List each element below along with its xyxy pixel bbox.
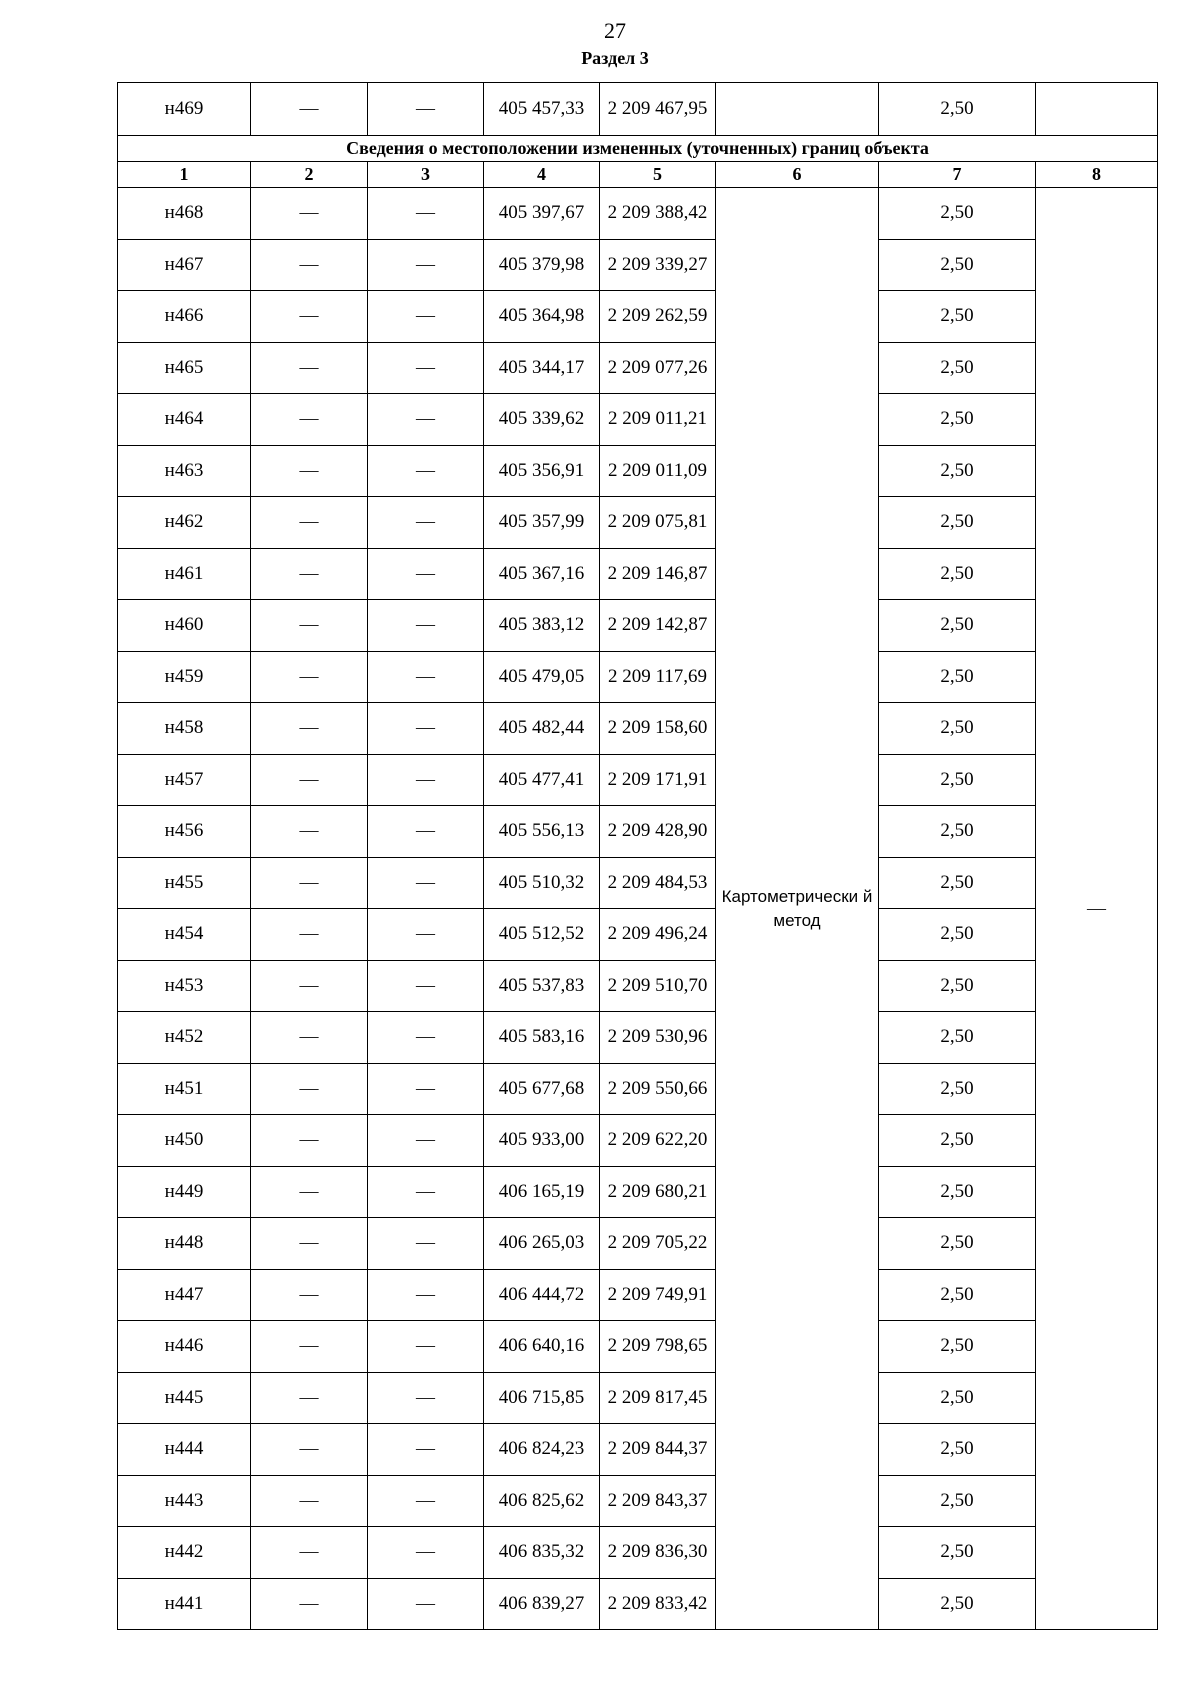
col2-cell: — — [251, 1578, 368, 1630]
x-coordinate-cell: 405 677,68 — [484, 1063, 600, 1115]
column-numbers-row — [118, 162, 1158, 188]
y-coordinate-cell: 2 209 467,95 — [600, 83, 716, 136]
point-name-cell: н467 — [118, 239, 251, 291]
col2-cell: — — [251, 600, 368, 652]
col2-cell: — — [251, 188, 368, 240]
accuracy-cell: 2,50 — [879, 83, 1036, 136]
accuracy-cell: 2,50 — [879, 1475, 1036, 1527]
x-coordinate-cell: 405 344,17 — [484, 342, 600, 394]
col3-cell: — — [368, 445, 484, 497]
y-coordinate-cell: 2 209 117,69 — [600, 651, 716, 703]
col2-cell: — — [251, 1372, 368, 1424]
col2-cell: — — [251, 1063, 368, 1115]
column-number: 8 — [1036, 162, 1158, 188]
accuracy-cell: 2,50 — [879, 188, 1036, 240]
point-name-cell: н454 — [118, 909, 251, 961]
col3-cell: — — [368, 548, 484, 600]
x-coordinate-cell: 406 265,03 — [484, 1218, 600, 1270]
point-name-cell: н468 — [118, 188, 251, 240]
y-coordinate-cell: 2 209 011,09 — [600, 445, 716, 497]
point-name-cell: н452 — [118, 1012, 251, 1064]
accuracy-cell: 2,50 — [879, 548, 1036, 600]
col3-cell: — — [368, 1012, 484, 1064]
table-row — [118, 497, 1158, 549]
table-row — [118, 703, 1158, 755]
subheading-row — [118, 136, 1158, 162]
y-coordinate-cell: 2 209 530,96 — [600, 1012, 716, 1064]
y-coordinate-cell: 2 209 833,42 — [600, 1578, 716, 1630]
col2-cell: — — [251, 703, 368, 755]
table-row — [118, 909, 1158, 961]
col3-cell: — — [368, 83, 484, 136]
table-row — [118, 1166, 1158, 1218]
table-row — [118, 1578, 1158, 1630]
col3-cell: — — [368, 1321, 484, 1373]
table-row — [118, 1424, 1158, 1476]
col3-cell: — — [368, 342, 484, 394]
point-name-cell: н445 — [118, 1372, 251, 1424]
accuracy-cell: 2,50 — [879, 600, 1036, 652]
x-coordinate-cell: 406 825,62 — [484, 1475, 600, 1527]
point-name-cell: н465 — [118, 342, 251, 394]
point-name-cell: н451 — [118, 1063, 251, 1115]
point-name-cell: н442 — [118, 1527, 251, 1579]
y-coordinate-cell: 2 209 428,90 — [600, 806, 716, 858]
accuracy-cell: 2,50 — [879, 651, 1036, 703]
y-coordinate-cell: 2 209 622,20 — [600, 1115, 716, 1167]
accuracy-cell: 2,50 — [879, 342, 1036, 394]
col3-cell: — — [368, 600, 484, 652]
table-row — [118, 394, 1158, 446]
col2-cell: — — [251, 1527, 368, 1579]
col2-cell: — — [251, 909, 368, 961]
y-coordinate-cell: 2 209 075,81 — [600, 497, 716, 549]
col3-cell: — — [368, 1063, 484, 1115]
y-coordinate-cell: 2 209 817,45 — [600, 1372, 716, 1424]
accuracy-cell: 2,50 — [879, 1321, 1036, 1373]
point-name-cell: н469 — [118, 83, 251, 136]
accuracy-cell: 2,50 — [879, 909, 1036, 961]
point-name-cell: н450 — [118, 1115, 251, 1167]
col3-cell: — — [368, 188, 484, 240]
x-coordinate-cell: 405 510,32 — [484, 857, 600, 909]
col3-cell: — — [368, 960, 484, 1012]
column-number: 3 — [368, 162, 484, 188]
col2-cell: — — [251, 445, 368, 497]
table-row — [118, 1115, 1158, 1167]
col2-cell: — — [251, 1424, 368, 1476]
col2-cell: — — [251, 806, 368, 858]
col3-cell: — — [368, 291, 484, 343]
x-coordinate-cell: 405 379,98 — [484, 239, 600, 291]
y-coordinate-cell: 2 209 749,91 — [600, 1269, 716, 1321]
col3-cell: — — [368, 1372, 484, 1424]
point-name-cell: н461 — [118, 548, 251, 600]
col2-cell: — — [251, 291, 368, 343]
col2-cell: — — [251, 1475, 368, 1527]
accuracy-cell: 2,50 — [879, 703, 1036, 755]
x-coordinate-cell: 405 537,83 — [484, 960, 600, 1012]
accuracy-cell: 2,50 — [879, 806, 1036, 858]
y-coordinate-cell: 2 209 388,42 — [600, 188, 716, 240]
x-coordinate-cell: 405 556,13 — [484, 806, 600, 858]
table-row — [118, 1218, 1158, 1270]
x-coordinate-cell: 406 839,27 — [484, 1578, 600, 1630]
coordinates-table — [117, 82, 1158, 1630]
accuracy-cell: 2,50 — [879, 960, 1036, 1012]
table-row — [118, 600, 1158, 652]
method-cell: Картометрически й метод — [716, 188, 879, 1630]
point-name-cell: н466 — [118, 291, 251, 343]
y-coordinate-cell: 2 209 705,22 — [600, 1218, 716, 1270]
point-name-cell: н453 — [118, 960, 251, 1012]
x-coordinate-cell: 406 444,72 — [484, 1269, 600, 1321]
accuracy-cell: 2,50 — [879, 857, 1036, 909]
point-name-cell: н456 — [118, 806, 251, 858]
table-row-top — [118, 83, 1158, 136]
col2-cell: — — [251, 394, 368, 446]
col3-cell: — — [368, 1166, 484, 1218]
x-coordinate-cell: 405 356,91 — [484, 445, 600, 497]
accuracy-cell: 2,50 — [879, 1527, 1036, 1579]
table-body — [118, 83, 1158, 1630]
accuracy-cell: 2,50 — [879, 445, 1036, 497]
point-name-cell: н444 — [118, 1424, 251, 1476]
y-coordinate-cell: 2 209 510,70 — [600, 960, 716, 1012]
col2-cell: — — [251, 857, 368, 909]
col3-cell: — — [368, 497, 484, 549]
col2-cell: — — [251, 342, 368, 394]
y-coordinate-cell: 2 209 844,37 — [600, 1424, 716, 1476]
col3-cell: — — [368, 1115, 484, 1167]
col2-cell: — — [251, 960, 368, 1012]
col2-cell: — — [251, 651, 368, 703]
y-coordinate-cell: 2 209 262,59 — [600, 291, 716, 343]
y-coordinate-cell: 2 209 484,53 — [600, 857, 716, 909]
table-row — [118, 960, 1158, 1012]
col2-cell: — — [251, 239, 368, 291]
point-name-cell: н458 — [118, 703, 251, 755]
table-row — [118, 1475, 1158, 1527]
column-number: 1 — [118, 162, 251, 188]
y-coordinate-cell: 2 209 550,66 — [600, 1063, 716, 1115]
table-row — [118, 651, 1158, 703]
col3-cell: — — [368, 1475, 484, 1527]
x-coordinate-cell: 405 933,00 — [484, 1115, 600, 1167]
y-coordinate-cell: 2 209 171,91 — [600, 754, 716, 806]
accuracy-cell: 2,50 — [879, 754, 1036, 806]
table-row — [118, 1012, 1158, 1064]
column-number: 5 — [600, 162, 716, 188]
table-row — [118, 291, 1158, 343]
table-row — [118, 548, 1158, 600]
table-row — [118, 445, 1158, 497]
col3-cell: — — [368, 703, 484, 755]
table-row — [118, 188, 1158, 240]
table-subheading: Сведения о местоположении измененных (уточненных) границ объекта — [118, 136, 1158, 162]
x-coordinate-cell: 405 512,52 — [484, 909, 600, 961]
point-name-cell: н446 — [118, 1321, 251, 1373]
accuracy-cell: 2,50 — [879, 497, 1036, 549]
y-coordinate-cell: 2 209 077,26 — [600, 342, 716, 394]
y-coordinate-cell: 2 209 339,27 — [600, 239, 716, 291]
col3-cell: — — [368, 806, 484, 858]
col3-cell: — — [368, 909, 484, 961]
table-row — [118, 1321, 1158, 1373]
x-coordinate-cell: 405 397,67 — [484, 188, 600, 240]
y-coordinate-cell: 2 209 146,87 — [600, 548, 716, 600]
point-name-cell: н459 — [118, 651, 251, 703]
col2-cell: — — [251, 1321, 368, 1373]
col3-cell: — — [368, 1218, 484, 1270]
accuracy-cell: 2,50 — [879, 1115, 1036, 1167]
col3-cell: — — [368, 1269, 484, 1321]
point-name-cell: н447 — [118, 1269, 251, 1321]
table-row — [118, 754, 1158, 806]
x-coordinate-cell: 405 457,33 — [484, 83, 600, 136]
x-coordinate-cell: 405 583,16 — [484, 1012, 600, 1064]
table-row — [118, 342, 1158, 394]
col8-cell: — — [1036, 188, 1158, 1630]
point-name-cell: н443 — [118, 1475, 251, 1527]
x-coordinate-cell: 405 357,99 — [484, 497, 600, 549]
accuracy-cell: 2,50 — [879, 1063, 1036, 1115]
accuracy-cell: 2,50 — [879, 1372, 1036, 1424]
point-name-cell: н455 — [118, 857, 251, 909]
x-coordinate-cell: 405 479,05 — [484, 651, 600, 703]
x-coordinate-cell: 406 715,85 — [484, 1372, 600, 1424]
point-name-cell: н448 — [118, 1218, 251, 1270]
accuracy-cell: 2,50 — [879, 239, 1036, 291]
section-title: Раздел 3 — [581, 48, 649, 68]
col2-cell: — — [251, 1166, 368, 1218]
method-cell — [716, 83, 879, 136]
accuracy-cell: 2,50 — [879, 1269, 1036, 1321]
x-coordinate-cell: 405 482,44 — [484, 703, 600, 755]
col8-cell — [1036, 83, 1158, 136]
x-coordinate-cell: 406 640,16 — [484, 1321, 600, 1373]
col3-cell: — — [368, 239, 484, 291]
accuracy-cell: 2,50 — [879, 1578, 1036, 1630]
point-name-cell: н464 — [118, 394, 251, 446]
col3-cell: — — [368, 1424, 484, 1476]
column-number: 4 — [484, 162, 600, 188]
x-coordinate-cell: 406 835,32 — [484, 1527, 600, 1579]
point-name-cell: н457 — [118, 754, 251, 806]
x-coordinate-cell: 406 824,23 — [484, 1424, 600, 1476]
table-row — [118, 1063, 1158, 1115]
table-row — [118, 1527, 1158, 1579]
col3-cell: — — [368, 1527, 484, 1579]
col3-cell: — — [368, 394, 484, 446]
col3-cell: — — [368, 651, 484, 703]
col3-cell: — — [368, 1578, 484, 1630]
col2-cell: — — [251, 754, 368, 806]
column-number: 6 — [716, 162, 879, 188]
point-name-cell: н449 — [118, 1166, 251, 1218]
point-name-cell: н462 — [118, 497, 251, 549]
accuracy-cell: 2,50 — [879, 1166, 1036, 1218]
col2-cell: — — [251, 1218, 368, 1270]
col3-cell: — — [368, 754, 484, 806]
col2-cell: — — [251, 1269, 368, 1321]
accuracy-cell: 2,50 — [879, 1218, 1036, 1270]
x-coordinate-cell: 405 367,16 — [484, 548, 600, 600]
table-row — [118, 857, 1158, 909]
col3-cell: — — [368, 857, 484, 909]
point-name-cell: н463 — [118, 445, 251, 497]
y-coordinate-cell: 2 209 798,65 — [600, 1321, 716, 1373]
y-coordinate-cell: 2 209 158,60 — [600, 703, 716, 755]
col2-cell: — — [251, 497, 368, 549]
point-name-cell: н460 — [118, 600, 251, 652]
col2-cell: — — [251, 1115, 368, 1167]
table-row — [118, 239, 1158, 291]
col2-cell: — — [251, 1012, 368, 1064]
x-coordinate-cell: 405 383,12 — [484, 600, 600, 652]
accuracy-cell: 2,50 — [879, 1424, 1036, 1476]
column-number: 2 — [251, 162, 368, 188]
table-row — [118, 1372, 1158, 1424]
col2-cell: — — [251, 83, 368, 136]
y-coordinate-cell: 2 209 142,87 — [600, 600, 716, 652]
x-coordinate-cell: 405 364,98 — [484, 291, 600, 343]
x-coordinate-cell: 406 165,19 — [484, 1166, 600, 1218]
col2-cell: — — [251, 548, 368, 600]
table-row — [118, 806, 1158, 858]
y-coordinate-cell: 2 209 680,21 — [600, 1166, 716, 1218]
y-coordinate-cell: 2 209 011,21 — [600, 394, 716, 446]
x-coordinate-cell: 405 477,41 — [484, 754, 600, 806]
y-coordinate-cell: 2 209 836,30 — [600, 1527, 716, 1579]
y-coordinate-cell: 2 209 843,37 — [600, 1475, 716, 1527]
column-number: 7 — [879, 162, 1036, 188]
table-row — [118, 1269, 1158, 1321]
page-number: 27 — [604, 18, 626, 43]
accuracy-cell: 2,50 — [879, 394, 1036, 446]
accuracy-cell: 2,50 — [879, 291, 1036, 343]
x-coordinate-cell: 405 339,62 — [484, 394, 600, 446]
accuracy-cell: 2,50 — [879, 1012, 1036, 1064]
point-name-cell: н441 — [118, 1578, 251, 1630]
y-coordinate-cell: 2 209 496,24 — [600, 909, 716, 961]
